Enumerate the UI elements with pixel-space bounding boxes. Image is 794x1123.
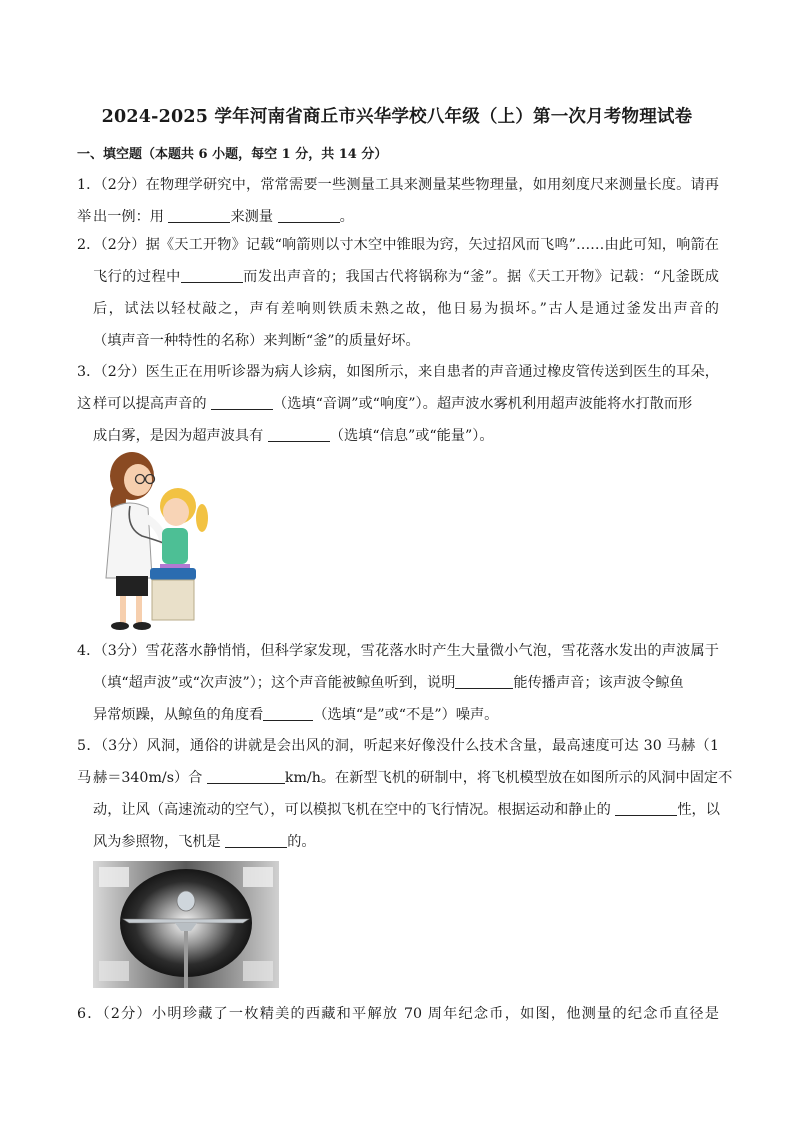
girl-shirt — [162, 528, 188, 564]
question-2 — [77, 229, 719, 357]
exam-title: 2024-2025 学年河南省商丘市兴华学校八年级（上）第一次月考物理试卷 — [101, 107, 693, 127]
q5-line-1: 5．（3分）风洞，通俗的讲就是会出风的洞，听起来好像没什么技术含量，最高速度可达 30 马赫（1 马 — [77, 738, 719, 786]
stool-base — [152, 580, 194, 620]
answer-blank[interactable] — [168, 208, 230, 223]
q2-line-4: （填声音一种特性的名称）来判断“釜”的质量好坏。 — [93, 333, 420, 349]
question-4 — [77, 635, 719, 731]
stool-seat — [150, 568, 196, 580]
airplane-model-icon — [177, 891, 195, 911]
q2-line-2: 飞行的过程中 而发出声音的；我国古代将锅称为“釜”。据《天工开物》记载：“凡釜既成 — [93, 269, 719, 285]
answer-blank[interactable] — [181, 268, 243, 283]
q3-line-3: 成白雾，是因为超声波具有 （选填“信息”或“能量”）。 — [93, 428, 494, 444]
q4-line-2: （填“超声波”或“次声波”）；这个声音能被鲸鱼听到，说明 能传播声音；该声波令鲸鱼 — [93, 675, 684, 691]
q4-line-1: 4．（3分）雪花落水静悄悄，但科学家发现，雪花落水时产生大量微小气泡，雪花落水发出的声波属于 — [77, 643, 719, 659]
model-mount — [184, 923, 188, 988]
q5-line-4: 风为参照物，飞机是 的。 — [93, 834, 316, 850]
q3-line-1: 3．（2分）医生正在用听诊器为病人诊病，如图所示，来自患者的声音通过橡皮管传送到医生的耳朵，这 — [77, 364, 719, 412]
question-1 — [77, 169, 719, 233]
airplane-wing — [123, 919, 249, 923]
answer-blank[interactable] — [268, 427, 330, 442]
answer-blank[interactable] — [211, 395, 273, 410]
q5-line-2: 赫＝340m/s）合 km/h。在新型飞机的研制中，将飞机模型放在如图所示的风洞中固定不 — [93, 770, 733, 786]
answer-blank[interactable] — [207, 769, 285, 784]
section-heading: 一、填空题（本题共 6 小题，每空 1 分，共 14 分） — [77, 147, 388, 162]
girl-face — [163, 498, 189, 526]
answer-blank[interactable] — [278, 208, 340, 223]
question-5 — [77, 730, 733, 858]
q5-line-3: 动，让风（高速流动的空气），可以模拟飞机在空中的飞行情况。根据运动和静止的 性，以 — [93, 802, 720, 818]
q1-line-2: 出一例：用 来测量 。 — [93, 209, 354, 225]
doctor-face — [124, 464, 152, 496]
wind-tunnel-photo — [93, 861, 279, 988]
question-6 — [77, 998, 719, 1030]
answer-blank[interactable] — [615, 801, 677, 816]
q2-line-1: 2．（2分）据《天工开物》记载“响箭则以寸木空中锥眼为窍，矢过招风而飞鸣”……由此可知，响箭在 — [77, 237, 719, 253]
answer-blank[interactable] — [225, 833, 287, 848]
q1-line-1: 1．（2分）在物理学研究中，常常需要一些测量工具来测量某些物理量，如用刻度尺来测量长度。请再举 — [77, 177, 719, 225]
answer-blank[interactable] — [455, 674, 513, 689]
q3-line-2: 样可以提高声音的 （选填“音调”或“响度”）。超声波水雾机利用超声波能将水打散而形 — [93, 396, 693, 412]
q2-line-3: 后，试法以轻杖敲之，声有差响则铁质未熟之故，他日易为损坏。”古人是通过釜发出声音的 — [93, 301, 719, 317]
doctor-skirt — [116, 576, 148, 596]
answer-blank[interactable] — [263, 706, 313, 721]
q6-line-1: 6．（2分）小明珍藏了一枚精美的西藏和平解放 70 周年纪念币，如图，他测量的纪念币直径是 — [77, 1006, 719, 1022]
question-3 — [77, 356, 719, 452]
doctor-patient-illustration — [90, 448, 210, 634]
q4-line-3: 异常烦躁，从鲸鱼的角度看 （选填“是”或“不是”）噪声。 — [93, 707, 499, 723]
